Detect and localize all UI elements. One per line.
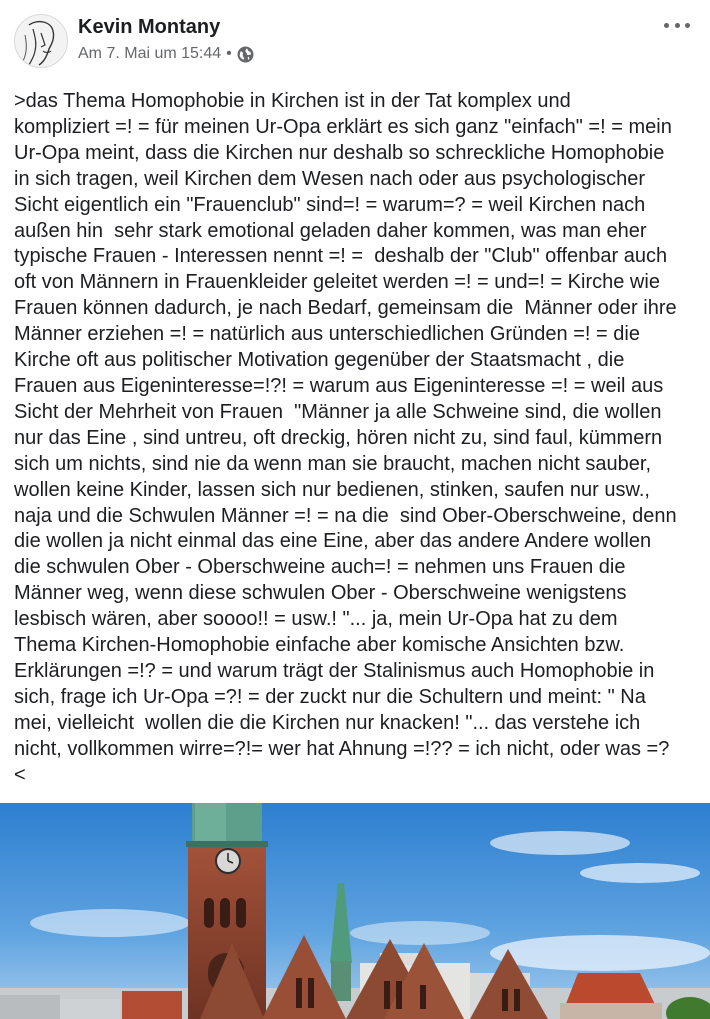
post-text-line: lesbisch wären, aber soooo!! = usw.! "... ja, mein Ur-Opa hat zu dem — [14, 608, 618, 631]
post-text-line: Frauen aus Eigeninteresse=!?! = warum aus Eigeninteresse =! = weil aus — [14, 374, 664, 397]
more-options-icon[interactable] — [664, 14, 690, 36]
post-text-line: < — [14, 763, 26, 786]
church-clock-icon — [216, 849, 240, 873]
post-text-line: Männer erziehen =! = natürlich aus unterschiedlichen Gründen =! = die — [14, 323, 640, 346]
post-text-line: naja und die Schwulen Männer =! = na die sind Ober-Oberschweine, denn — [14, 504, 677, 527]
author-name[interactable]: Kevin Montany — [78, 16, 221, 38]
post-text-line: Sicht eigentlich ein "Frauenclub" sind=! = warum=? = weil Kirchen nach — [14, 193, 646, 216]
post-text-line: Kirche oft aus politischer Motivation gegenüber der Staatsmacht , die — [14, 349, 625, 372]
post-text-line: in sich tragen, weil Kirchen dem Wesen nach oder aus psychologischer — [14, 167, 646, 190]
post-text-line: Erklärungen =!? = und warum trägt der Stalinismus auch Homophobie in — [14, 659, 655, 682]
post-text-line: sich, frage ich Ur-Opa =?! = der zuckt nur die Schultern und meint: " Na — [14, 685, 646, 708]
post-meta — [78, 45, 254, 63]
post-timestamp[interactable]: Am 7. Mai um 15:44 — [78, 45, 222, 62]
more-dot — [664, 23, 669, 28]
post-text-line: Frauen können dadurch, je nach Bedarf, gemeinsam die Männer oder ihre — [14, 297, 677, 320]
globe-icon[interactable] — [237, 46, 254, 63]
post-text-line: außen hin sehr stark emotional geladen daher kommen, was man eher — [14, 219, 647, 242]
post-text-line: Thema Kirchen-Homophobie einfache aber komische Ansichten bzw. — [14, 634, 625, 657]
post-text-line: >das Thema Homophobie in Kirchen ist in der Tat komplex und — [14, 90, 571, 112]
post-text-line: typische Frauen - Interessen nennt =! = deshalb der "Club" offenbar auch — [14, 245, 668, 268]
post-header — [0, 0, 710, 80]
post-text-line: mei, vielleicht wollen die die Kirchen nur knacken! "... das verstehe ich — [14, 711, 641, 734]
post-text-line: Sicht der Mehrheit von Frauen "Männer ja alle Schweine sind, die wollen — [14, 400, 662, 423]
meta-separator: • — [226, 45, 232, 62]
post-text-line: oft von Männern in Frauenkleider geleitet werden =! = und=! = Kirche wie — [14, 271, 660, 294]
post-text-line: nur das Eine , sind untreu, oft dreckig, hören nicht zu, sind faul, kümmern — [14, 426, 663, 449]
more-dot — [685, 23, 690, 28]
post-text-line: kompliziert =! = für meinen Ur-Opa erklärt es sich ganz "einfach" =! = mein — [14, 115, 672, 138]
post-text-line: Männer weg, wenn diese schwulen Ober - Oberschweine wenigstens — [14, 582, 627, 605]
church-photo — [0, 803, 710, 1019]
post-text-line: die schwulen Ober - Oberschweine auch=! = nehmen uns Frauen die — [14, 556, 626, 579]
post-text-line: Ur-Opa meint, dass die Kirchen nur deshalb so schreckliche Homophobie — [14, 141, 665, 164]
post-text-line: wollen keine Kinder, lassen sich nur bedienen, stinken, saufen nur usw., — [14, 478, 650, 501]
post-photo[interactable] — [0, 803, 710, 1019]
more-dot — [675, 23, 680, 28]
avatar[interactable] — [14, 14, 68, 68]
avatar-sketch-icon — [15, 15, 67, 67]
post-text-line: nicht, vollkommen wirre=?!= wer hat Ahnung =!?? = ich nicht, oder was =? — [14, 737, 670, 760]
post-text-line: sich um nichts, sind nie da wenn man sie braucht, machen nicht sauber, — [14, 452, 652, 475]
post-body — [14, 89, 704, 788]
post-text-line: die wollen ja nicht einmal das eine Eine, aber das andere Andere wollen — [14, 530, 652, 553]
